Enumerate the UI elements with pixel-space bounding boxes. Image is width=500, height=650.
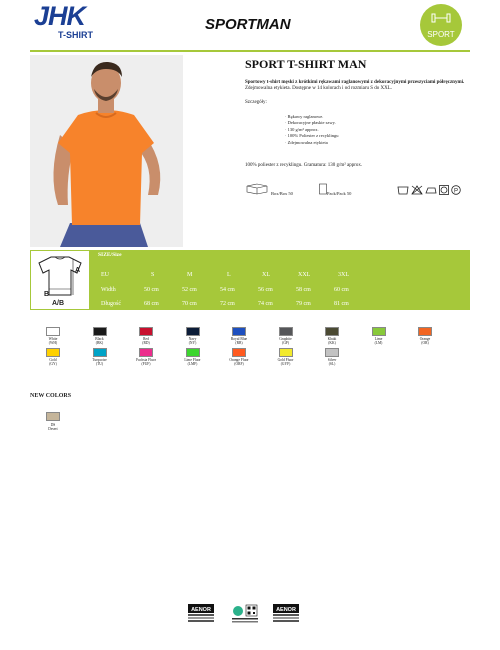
product-description: Zdejmowalna etykieta. Dostępne w 14 kolorach i od rozmiaru S do XXL. bbox=[245, 86, 393, 91]
color-code: DS bbox=[50, 423, 56, 427]
new-colors-title: NEW COLORS bbox=[30, 393, 72, 399]
color-swatch bbox=[46, 412, 60, 421]
color-name bbox=[266, 358, 306, 366]
color-name bbox=[80, 358, 120, 366]
color-label: Lime bbox=[374, 337, 383, 341]
product-description-bold: Sportowy t-shirt męski z krótkimi rękawami raglanowymi z dekoracyjnymi przeszyciami półręcznymi. bbox=[245, 80, 465, 85]
no-bleach-icon bbox=[411, 185, 423, 195]
length-cell: 70 cm bbox=[182, 301, 197, 307]
color-swatch bbox=[325, 327, 339, 336]
brand-logo-subtext: T-SHIRT bbox=[58, 30, 93, 40]
length-cell: 68 cm bbox=[144, 301, 159, 307]
details-label: Szczegóły: bbox=[245, 100, 267, 105]
color-name bbox=[173, 337, 213, 345]
size-cell: L bbox=[227, 272, 231, 278]
color-code: (NY) bbox=[188, 341, 197, 346]
iron-low-icon bbox=[425, 185, 437, 195]
width-cell: 56 cm bbox=[258, 287, 273, 293]
feature-item: · Rękawy raglanowe. bbox=[285, 114, 339, 120]
feature-item: · Zdejmowalna etykieta bbox=[285, 140, 339, 146]
sport-badge-label: SPORT bbox=[427, 30, 455, 39]
color-code: (KK) bbox=[328, 341, 336, 346]
color-swatch bbox=[279, 348, 293, 357]
color-label: White bbox=[48, 337, 58, 341]
brand-logo bbox=[34, 2, 114, 42]
color-name bbox=[266, 337, 306, 345]
page-header bbox=[0, 0, 500, 50]
color-code: (ORF) bbox=[234, 362, 244, 367]
color-name bbox=[126, 337, 166, 345]
eco-label-logo bbox=[232, 604, 258, 629]
color-code: (GY) bbox=[49, 362, 57, 367]
width-cell: 54 cm bbox=[220, 287, 235, 293]
length-cell: 72 cm bbox=[220, 301, 235, 307]
color-name bbox=[80, 337, 120, 345]
length-cell: 79 cm bbox=[296, 301, 311, 307]
dry-clean-p-icon bbox=[451, 185, 461, 195]
color-swatch bbox=[279, 327, 293, 336]
color-swatch bbox=[232, 327, 246, 336]
color-swatch bbox=[186, 348, 200, 357]
color-name bbox=[312, 358, 352, 366]
color-code: (GYF) bbox=[280, 362, 291, 367]
pack-quantity: Pack/Pack 50 bbox=[327, 191, 352, 196]
color-swatch bbox=[372, 327, 386, 336]
width-cell: 52 cm bbox=[182, 287, 197, 293]
size-cell: 3XL bbox=[338, 272, 349, 278]
certification-logo bbox=[188, 604, 214, 629]
color-label: Navy bbox=[188, 337, 197, 341]
length-cell: 74 cm bbox=[258, 301, 273, 307]
color-swatch bbox=[93, 327, 107, 336]
color-swatch bbox=[325, 348, 339, 357]
color-code: (FUF) bbox=[141, 362, 151, 367]
product-photo bbox=[30, 55, 183, 247]
color-label: Khaki bbox=[327, 337, 337, 341]
color-swatch bbox=[418, 327, 432, 336]
color-swatch bbox=[93, 348, 107, 357]
color-label: Fuchsia Fluor bbox=[136, 358, 156, 362]
diagram-label-a: A bbox=[75, 267, 81, 274]
color-swatch bbox=[139, 327, 153, 336]
diagram-label-b: B bbox=[44, 291, 50, 298]
color-code: (WH) bbox=[48, 341, 58, 346]
width-cell: 60 cm bbox=[334, 287, 349, 293]
certification-logo bbox=[273, 604, 299, 629]
color-swatch bbox=[232, 348, 246, 357]
width-cell: 58 cm bbox=[296, 287, 311, 293]
color-label: Turquoise bbox=[92, 358, 107, 362]
box-quantity: Box/Box 50 bbox=[271, 191, 293, 196]
aenor-logo-text: AENOR bbox=[276, 606, 296, 613]
size-cell: M bbox=[187, 272, 193, 278]
model-name: SPORTMAN bbox=[205, 16, 291, 33]
diagram-label-ab: A/B bbox=[52, 300, 65, 307]
color-name bbox=[33, 358, 73, 366]
color-label: Gold Fluor bbox=[277, 358, 294, 362]
color-label: Black bbox=[95, 337, 104, 341]
sport-badge bbox=[420, 4, 462, 46]
color-label: Orange bbox=[419, 337, 431, 341]
color-name bbox=[219, 358, 259, 366]
size-cell: XL bbox=[262, 272, 270, 278]
color-label: Graphite bbox=[279, 337, 292, 341]
feature-item: · Dekoracyjne płaskie szwy. bbox=[285, 120, 339, 126]
size-diagram bbox=[30, 250, 90, 310]
color-code: (LMF) bbox=[187, 362, 198, 367]
svg-text:P: P bbox=[453, 188, 459, 195]
color-label: Gold bbox=[49, 358, 57, 362]
color-code: (GP) bbox=[282, 341, 289, 346]
size-table bbox=[30, 250, 470, 310]
color-label: Red bbox=[143, 337, 149, 341]
color-swatch bbox=[186, 327, 200, 336]
product-title: SPORT T-SHIRT MAN bbox=[245, 57, 367, 71]
color-code: (LM) bbox=[374, 341, 383, 346]
color-name bbox=[33, 337, 73, 345]
width-label: Width bbox=[101, 287, 116, 293]
length-cell: 81 cm bbox=[334, 301, 349, 307]
dumbbell-icon bbox=[431, 11, 451, 25]
header-divider bbox=[30, 50, 470, 52]
feature-item: · 100% Poliester z recyklingu bbox=[285, 133, 339, 139]
aenor-logo-text: AENOR bbox=[191, 606, 211, 613]
width-cell: 50 cm bbox=[144, 287, 159, 293]
color-code: (OR) bbox=[421, 341, 429, 346]
no-tumble-dry-icon bbox=[439, 185, 449, 195]
color-name bbox=[219, 337, 259, 345]
color-code: (RB) bbox=[235, 341, 243, 346]
color-code: (RD) bbox=[142, 341, 150, 346]
wash-30-icon bbox=[397, 185, 409, 195]
pack-icon bbox=[319, 183, 327, 195]
color-label: Royal Blue bbox=[230, 337, 248, 341]
color-name bbox=[33, 423, 73, 431]
color-name bbox=[312, 337, 352, 345]
color-swatch bbox=[46, 327, 60, 336]
color-code: (SL) bbox=[328, 362, 336, 367]
length-label: Długość bbox=[101, 301, 121, 307]
care-icons bbox=[397, 185, 461, 195]
brand-logo-text: JHK bbox=[34, 1, 86, 31]
size-table-title: SIZE/Size bbox=[98, 252, 122, 258]
color-swatch bbox=[46, 348, 60, 357]
color-label: Orange Fluor bbox=[229, 358, 249, 362]
color-label: Desert bbox=[48, 427, 58, 432]
size-cell: S bbox=[151, 272, 155, 278]
color-code: (BK) bbox=[95, 341, 104, 346]
color-name bbox=[359, 337, 399, 345]
size-header-label: EU bbox=[101, 272, 109, 278]
color-code: (TU) bbox=[95, 362, 104, 367]
box-icon bbox=[245, 183, 269, 195]
color-name bbox=[405, 337, 445, 345]
color-label: Lime Fluor bbox=[184, 358, 201, 362]
color-label: Silver bbox=[327, 358, 337, 362]
feature-list bbox=[285, 114, 339, 146]
color-name bbox=[126, 358, 166, 366]
color-name bbox=[173, 358, 213, 366]
feature-item: · 130 g/m² approx. bbox=[285, 127, 339, 133]
size-cell: XXL bbox=[298, 272, 311, 278]
material-info: 100% poliester z recyklingu. Gramatura: 130 g/m² approx. bbox=[245, 163, 363, 168]
color-swatch bbox=[139, 348, 153, 357]
